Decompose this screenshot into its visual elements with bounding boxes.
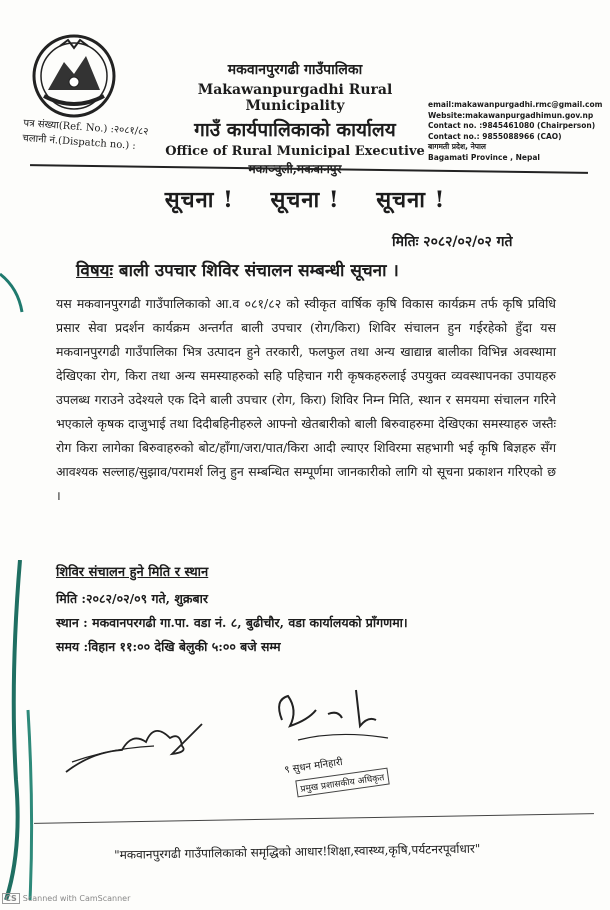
camp-place: स्थान : मकवानपरगढी गा.पा. वडा नं. ८, बुढीचौर, वडा कार्यालयको प्राँगणमा। — [56, 615, 408, 630]
ref-number: पत्र संख्या(Ref. No.) :२०८१/८२ — [23, 117, 149, 138]
notice-word: सूचना ! — [270, 187, 340, 213]
stamp-officer-title: प्रमुख प्रशासकीय अधिकृत — [295, 768, 389, 798]
notice-word: सूचना ! — [376, 187, 446, 213]
notice-date: मितिः २०८२/०२/०२ गते — [392, 234, 513, 250]
contact-chairperson: Contact no. :9845461080 (Chairperson) — [428, 121, 596, 130]
province-english: Bagamati Province , Nepal — [428, 152, 540, 162]
email: email:makawanpurgadhi.rmc@gmail.com — [428, 100, 603, 109]
municipality-name-nepali: मकवानपुरगढी गाउँपालिका — [227, 62, 363, 78]
notice-body: यस मकवानपुरगढी गाउँपालिकाको आ.व ०८१/८२ को स्वीकृत वार्षिक कृषि विकास कार्यक्रम तर्फ कृषि प्रविधि प्रसार सेवा प्रदर्शन कार्यक्रम अन्तर्गत बाली उपचार (रोग/किरा) शिविर संचालन हुन गईरहेको हुँदा यस मकवानपुरगढी गाउँपालिका भित्र उत्पादन हुने तरकारी, फलफुल तथा अन्य खाद्यान्न बालीका विभिन्न अवस्थामा देखिएका रोग, किरा तथा अन्य समस्याहरुको सहि पहिचान गरी कृषकहरुलाई उपयुक्त व्यवस्थापनका उपायहरु उपलब्ध गराउने उदेश्यले एक दिने बाली उपचार (रोग, किरा) शिविर निम्न मिति, स्थान र समयमा संचालन गरिने भएकाले कृषक दाजुभाई तथा दिदीबहिनीहरुले आफ्नो खेतबारीको बाली बिरुवाहरुमा देखिएका समस्याहरु जस्तैः रोग किरा लागेका बिरुवाहरुको बोट/हाँगा/जरा/पात/किरा आदी ल्याएर शिविरमा सहभागी भई कृषि बिज्ञहरु सँग आवश्यक सल्लाह/सुझाव/परामर्श लिनु हुन सम्बन्धित सम्पूर्णमा जानकारीको लागि यो सूचना प्रकाशन गरिएको छ । — [56, 296, 556, 503]
contact-block — [428, 100, 603, 163]
signature-left — [62, 702, 212, 782]
notice-word: सूचना ! — [164, 187, 234, 213]
municipality-name-english: Makawanpurgadhi Rural Municipality — [197, 82, 393, 114]
province-nepali: बागमती प्रदेश, नेपाल — [428, 142, 487, 151]
subject-label: विषयः — [76, 261, 113, 281]
contact-cao: Contact no.: 9855088966 (CAO) — [428, 131, 562, 141]
camp-section-title: शिविर संचालन हुने मिति र स्थान — [56, 565, 209, 580]
dispatch-number: चलानी नं.(Dispatch no.) : — [22, 132, 137, 152]
subject-line — [76, 258, 399, 281]
camp-date: मिति :२०८२/०२/०९ गते, शुक्रबार — [56, 591, 208, 606]
scanner-text: Scanned with CamScanner — [22, 894, 131, 903]
binding-string-top — [0, 268, 30, 318]
office-name-nepali: गाउँ कार्यपालिकाको कार्यालय — [194, 119, 396, 141]
office-name-english: Office of Rural Municipal Executive — [165, 144, 425, 159]
stamp-officer-name: ९ सुधन मनिहारी — [283, 756, 344, 777]
camscanner-badge-icon: CS — [2, 893, 20, 904]
binding-string-bottom — [0, 560, 40, 900]
footer-divider — [34, 813, 594, 824]
reference-block — [22, 116, 174, 156]
scanner-watermark — [2, 893, 130, 904]
notice-heading — [0, 184, 610, 214]
website: Website:makawanpurgadhimun.gov.np — [428, 110, 594, 120]
nepal-emblem-icon — [30, 32, 118, 120]
camp-time: समय :विहान ११:०० देखि बेलुकी ५:०० बजे सम्म — [56, 639, 281, 654]
letterhead — [160, 60, 430, 177]
subject-text: बाली उपचार शिविर संचालन सम्बन्धी सूचना । — [112, 261, 399, 281]
footer-slogan: "मकवानपुरगढी गाउँपालिकाको समृद्धिको आधार!शिक्षा,स्वास्थ्य,कृषि,पर्यटनरपूर्वाधार" — [114, 841, 481, 862]
